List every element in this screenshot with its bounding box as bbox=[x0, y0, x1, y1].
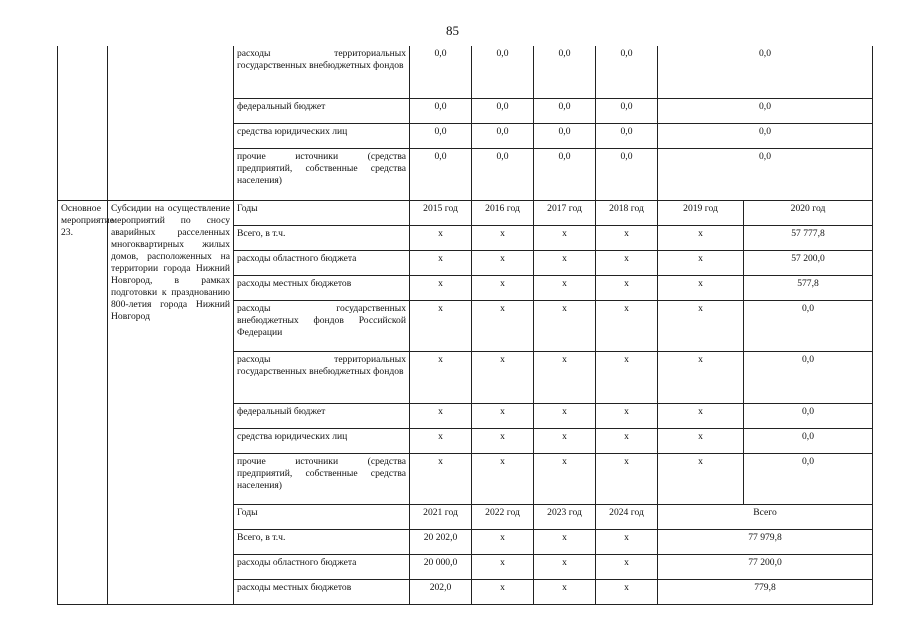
year-header: 2023 год bbox=[534, 504, 596, 529]
value-cell: 0,0 bbox=[410, 123, 472, 148]
value-cell: х bbox=[534, 579, 596, 604]
row-label: федеральный бюджет bbox=[234, 98, 410, 123]
empty-cell bbox=[108, 46, 234, 200]
value-cell: 577,8 bbox=[744, 275, 873, 300]
value-cell: 0,0 bbox=[534, 148, 596, 200]
value-cell: х bbox=[596, 300, 658, 351]
value-cell: 779,8 bbox=[658, 579, 873, 604]
value-cell: 20 000,0 bbox=[410, 554, 472, 579]
value-cell: х bbox=[658, 275, 744, 300]
value-cell: х bbox=[596, 554, 658, 579]
row-label: прочие источники (средства предприятий, собственные средства населения) bbox=[234, 148, 410, 200]
measure-description: Субсидии на осуществление мероприятий по сносу аварийных расселенных многоквартирных жилых домов, расположенных на территории города Нижний Новгород, в рамках подготовки к празднованию 800-летия города Нижний Новгород bbox=[108, 200, 234, 604]
value-cell: х bbox=[472, 428, 534, 453]
year-header: 2021 год bbox=[410, 504, 472, 529]
value-cell: х bbox=[596, 250, 658, 275]
value-cell: х bbox=[410, 453, 472, 504]
row-label: Годы bbox=[234, 200, 410, 225]
value-cell: х bbox=[410, 225, 472, 250]
row-label: расходы областного бюджета bbox=[234, 554, 410, 579]
value-cell: 0,0 bbox=[658, 46, 873, 98]
value-cell: 57 777,8 bbox=[744, 225, 873, 250]
row-label: прочие источники (средства предприятий, собственные средства населения) bbox=[234, 453, 410, 504]
row-label: расходы территориальных государственных внебюджетных фондов bbox=[234, 46, 410, 98]
measure-id: Основное мероприятие 23. bbox=[58, 200, 108, 604]
row-label: расходы местных бюджетов bbox=[234, 579, 410, 604]
row-label: Всего, в т.ч. bbox=[234, 529, 410, 554]
year-header: 2020 год bbox=[744, 200, 873, 225]
year-header: 2019 год bbox=[658, 200, 744, 225]
row-label: расходы государственных внебюджетных фондов Российской Федерации bbox=[234, 300, 410, 351]
value-cell: х bbox=[472, 225, 534, 250]
year-header: 2016 год bbox=[472, 200, 534, 225]
row-label: расходы областного бюджета bbox=[234, 250, 410, 275]
value-cell: х bbox=[534, 275, 596, 300]
value-cell: 20 202,0 bbox=[410, 529, 472, 554]
value-cell: 77 979,8 bbox=[658, 529, 873, 554]
value-cell: 0,0 bbox=[472, 123, 534, 148]
value-cell: х bbox=[596, 579, 658, 604]
value-cell: х bbox=[472, 554, 534, 579]
value-cell: х bbox=[410, 275, 472, 300]
row-label: средства юридических лиц bbox=[234, 428, 410, 453]
value-cell: х bbox=[596, 225, 658, 250]
year-header: 2022 год bbox=[472, 504, 534, 529]
page-number: 85 bbox=[446, 23, 459, 38]
value-cell: 0,0 bbox=[534, 46, 596, 98]
value-cell: 0,0 bbox=[744, 351, 873, 403]
value-cell: х bbox=[410, 403, 472, 428]
value-cell: х bbox=[534, 351, 596, 403]
value-cell: х bbox=[410, 250, 472, 275]
budget-table bbox=[57, 46, 873, 605]
table-row bbox=[58, 200, 873, 225]
value-cell: 0,0 bbox=[658, 148, 873, 200]
value-cell: 0,0 bbox=[472, 46, 534, 98]
value-cell: х bbox=[534, 225, 596, 250]
value-cell: х bbox=[472, 250, 534, 275]
row-label: Всего, в т.ч. bbox=[234, 225, 410, 250]
value-cell: х bbox=[534, 250, 596, 275]
row-label: расходы местных бюджетов bbox=[234, 275, 410, 300]
year-header: 2015 год bbox=[410, 200, 472, 225]
value-cell: х bbox=[534, 403, 596, 428]
value-cell: 57 200,0 bbox=[744, 250, 873, 275]
value-cell: х bbox=[596, 529, 658, 554]
value-cell: х bbox=[596, 428, 658, 453]
value-cell: 202,0 bbox=[410, 579, 472, 604]
value-cell: х bbox=[472, 529, 534, 554]
year-header: Всего bbox=[658, 504, 873, 529]
value-cell: х bbox=[472, 275, 534, 300]
value-cell: 0,0 bbox=[658, 98, 873, 123]
value-cell: х bbox=[534, 529, 596, 554]
value-cell: х bbox=[534, 428, 596, 453]
value-cell: х bbox=[534, 300, 596, 351]
value-cell: 0,0 bbox=[472, 148, 534, 200]
value-cell: 0,0 bbox=[596, 148, 658, 200]
value-cell: х bbox=[410, 351, 472, 403]
value-cell: 0,0 bbox=[472, 98, 534, 123]
value-cell: х bbox=[472, 351, 534, 403]
year-header: 2017 год bbox=[534, 200, 596, 225]
value-cell: 0,0 bbox=[534, 123, 596, 148]
value-cell: х bbox=[472, 403, 534, 428]
value-cell: 0,0 bbox=[596, 46, 658, 98]
value-cell: х bbox=[472, 300, 534, 351]
value-cell: х bbox=[410, 300, 472, 351]
table-row bbox=[58, 46, 873, 98]
value-cell: 0,0 bbox=[744, 453, 873, 504]
value-cell: х bbox=[410, 428, 472, 453]
value-cell: х bbox=[658, 250, 744, 275]
value-cell: х bbox=[658, 428, 744, 453]
row-label: расходы территориальных государственных внебюджетных фондов bbox=[234, 351, 410, 403]
value-cell: х bbox=[658, 225, 744, 250]
value-cell: х bbox=[596, 275, 658, 300]
value-cell: х bbox=[596, 351, 658, 403]
value-cell: 0,0 bbox=[410, 98, 472, 123]
value-cell: х bbox=[472, 579, 534, 604]
year-header: 2018 год bbox=[596, 200, 658, 225]
value-cell: х bbox=[472, 453, 534, 504]
value-cell: х bbox=[534, 554, 596, 579]
value-cell: х bbox=[658, 453, 744, 504]
value-cell: 0,0 bbox=[410, 46, 472, 98]
row-label: Годы bbox=[234, 504, 410, 529]
value-cell: 0,0 bbox=[596, 98, 658, 123]
row-label: средства юридических лиц bbox=[234, 123, 410, 148]
value-cell: 0,0 bbox=[744, 300, 873, 351]
row-label: федеральный бюджет bbox=[234, 403, 410, 428]
value-cell: х bbox=[534, 453, 596, 504]
value-cell: х bbox=[658, 351, 744, 403]
value-cell: 77 200,0 bbox=[658, 554, 873, 579]
value-cell: х bbox=[596, 403, 658, 428]
year-header: 2024 год bbox=[596, 504, 658, 529]
value-cell: 0,0 bbox=[658, 123, 873, 148]
empty-cell bbox=[58, 46, 108, 200]
value-cell: 0,0 bbox=[534, 98, 596, 123]
value-cell: х bbox=[658, 300, 744, 351]
value-cell: 0,0 bbox=[596, 123, 658, 148]
value-cell: 0,0 bbox=[744, 428, 873, 453]
value-cell: 0,0 bbox=[410, 148, 472, 200]
value-cell: х bbox=[596, 453, 658, 504]
value-cell: 0,0 bbox=[744, 403, 873, 428]
value-cell: х bbox=[658, 403, 744, 428]
